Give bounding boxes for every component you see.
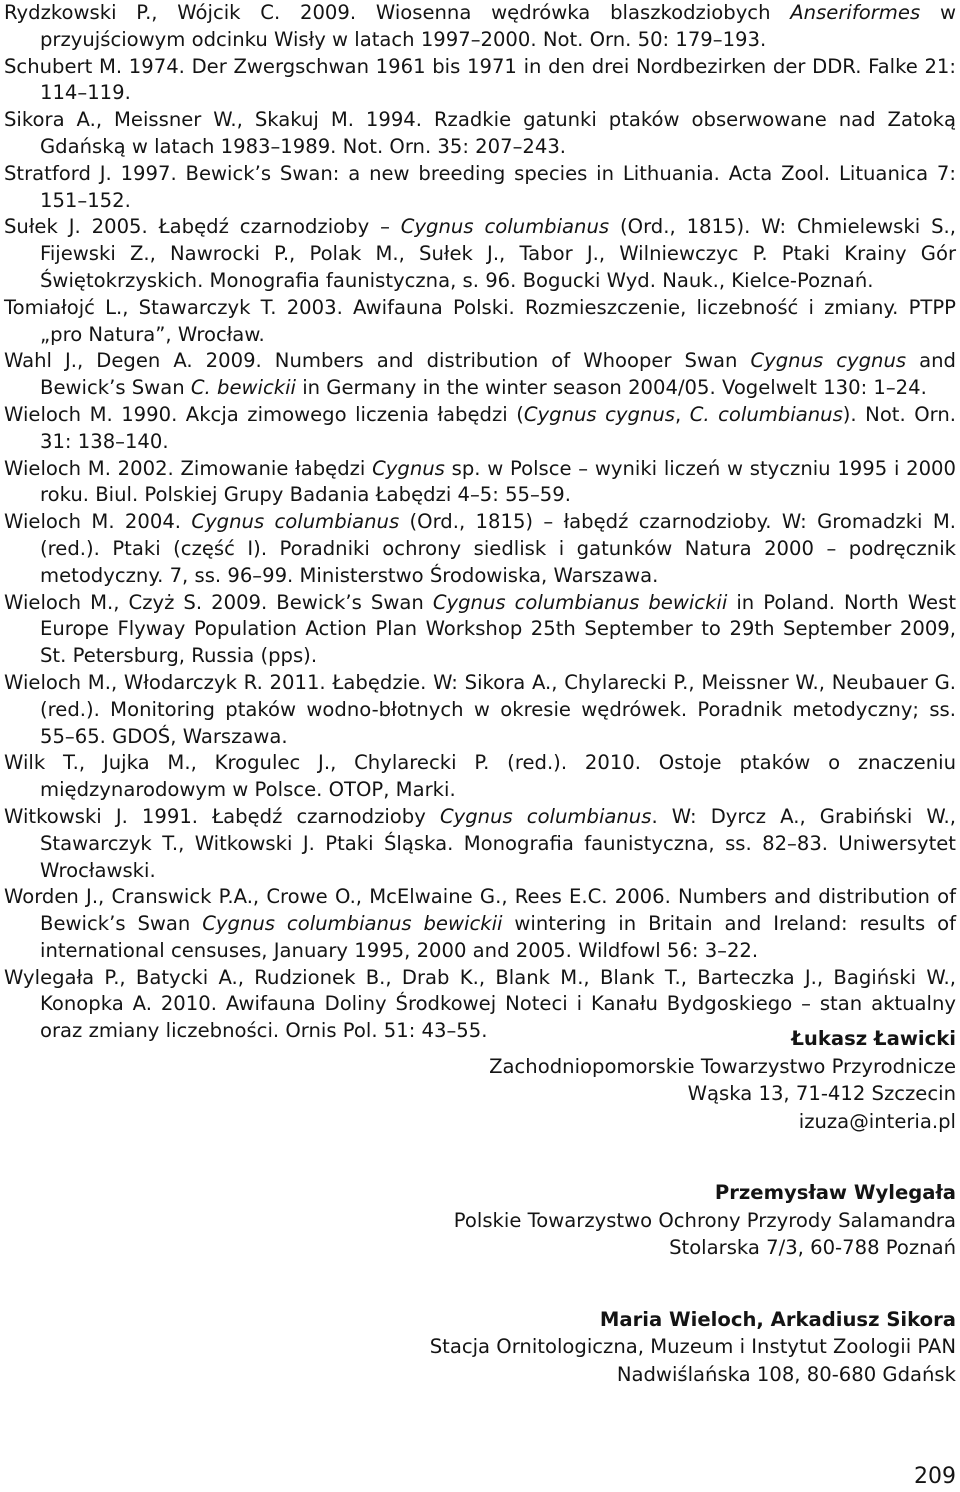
reference-entry: [4, 107, 956, 161]
reference-entry: [4, 54, 956, 108]
italic-taxon-text: C. columbianus: [689, 402, 843, 426]
reference-entry: [4, 348, 956, 402]
reference-text: Witkowski J. 1991. Łabędź czarnodzioby: [4, 804, 440, 828]
reference-text: in Poland. North West Europe Flyway Population Action Plan Workshop 25th September to 29th September 2009, St. Petersburg, Russia (pps).: [40, 590, 957, 668]
reference-entry: [4, 590, 956, 670]
author-affiliations: [256, 1025, 956, 1432]
reference-text: Stratford J. 1997. Bewick’s Swan: a new breeding species in Lithuania. Acta Zool. Lituanica 7: 151–152.: [4, 161, 956, 212]
reference-entry: [4, 804, 956, 884]
italic-taxon-text: Cygnus cygnus: [750, 349, 907, 373]
reference-entry: [4, 214, 956, 294]
author-affiliation-line: izuza@interia.pl: [798, 1109, 956, 1133]
author-affiliation-line: Stacja Ornitologiczna, Muzeum i Instytut Zoologii PAN: [429, 1335, 956, 1358]
reference-text: (Ord., 1815). W: Chmielewski S., Fijewski Z., Nawrocki P., Polak M., Sułek J., Tabor J., Wilniewczyc P. Ptaki Krainy Gór Świętokrzyskich. Monografia faunistyczna, s. 96. Bogucki Wyd. Nauk., Kielce-Poznań.: [40, 215, 956, 292]
reference-text: Wilk T., Jujka M., Krogulec J., Chylarecki P. (red.). 2010. Ostoje ptaków o znaczeniu międzynarodowym w Polsce. OTOP, Marki.: [4, 751, 956, 802]
reference-entry: [4, 456, 956, 510]
italic-taxon-text: Cygnus cygnus: [523, 402, 675, 426]
author-block: [256, 1025, 956, 1135]
author-affiliation-line: Stolarska 7/3, 60-788 Poznań: [669, 1236, 956, 1259]
reference-text: Wieloch M. 2002. Zimowanie łabędzi: [4, 456, 373, 480]
reference-text: Wieloch M. 1990. Akcja zimowego liczenia łabędzi (: [4, 402, 524, 426]
reference-entry: [4, 750, 956, 804]
reference-entry: [4, 295, 956, 349]
reference-text: Sułek J. 2005. Łabędź czarnodzioby –: [4, 215, 401, 239]
reference-text: sp. w Polsce – wyniki liczeń w styczniu 1995 i 2000 roku. Biul. Polskiej Grupy Badania Łabędzi 4–5: 55–59.: [40, 456, 956, 507]
reference-text: Wylegała P., Batycki A., Rudzionek B., Drab K., Blank M., Blank T., Barteczka J., Bagiński W., Konopka A. 2010. Awifauna Doliny Środkowej Noteci i Kanału Bydgoskiego – stan aktualny oraz zmiany liczebności. Ornis Pol. 51: 43–55.: [4, 965, 956, 1043]
reference-text: wintering in Britain and Ireland: results of international censuses, January 1995, 2000 and 2005. Wildfowl 56: 3–22.: [40, 912, 956, 962]
reference-entry: [4, 509, 956, 589]
author-name: Maria Wieloch, Arkadiusz Sikora: [599, 1307, 956, 1331]
reference-text: Sikora A., Meissner W., Skakuj M. 1994. Rzadkie gatunki ptaków obserwowane nad Zatoką Gdańską w latach 1983–1989. Not. Orn. 35: 207–243.: [4, 108, 956, 158]
italic-taxon-text: Cygnus columbianus: [439, 804, 652, 828]
italic-taxon-text: Cygnus columbianus: [191, 510, 400, 534]
reference-text: ,: [674, 402, 690, 426]
author-block: [256, 1306, 956, 1389]
reference-entry: [4, 0, 956, 54]
reference-text: Schubert M. 1974. Der Zwergschwan 1961 bis 1971 in den drei Nordbezirken der DDR. Falke 21: 114–119.: [4, 54, 956, 105]
reference-text: and Bewick’s Swan: [40, 349, 956, 400]
reference-text: Wieloch M., Włodarczyk R. 2011. Łabędzie. W: Sikora A., Chylarecki P., Meissner W., Neubauer G. (red.). Monitoring ptaków wodno-błotnych w okresie wędrówek. Poradnik metodyczny; ss. 55–65. GDOŚ, Warszawa.: [4, 670, 956, 748]
author-affiliation-line: Zachodniopomorskie Towarzystwo Przyrodnicze: [489, 1054, 956, 1078]
reference-text: Wieloch M. 2004.: [4, 510, 192, 534]
italic-taxon-text: C. bewickii: [190, 376, 296, 400]
reference-entry: [4, 884, 956, 964]
author-name: Łukasz Ławicki: [791, 1027, 956, 1050]
reference-text: Tomiałojć L., Stawarczyk T. 2003. Awifauna Polski. Rozmieszczenie, liczebność i zmiany. PTPP „pro Natura”, Wrocław.: [4, 295, 956, 346]
author-block: [256, 1179, 956, 1262]
author-affiliation-line: Nadwiślańska 108, 80-680 Gdańsk: [616, 1362, 956, 1386]
italic-taxon-text: Cygnus columbianus: [400, 215, 610, 239]
reference-entry: [4, 670, 956, 750]
reference-entry: [4, 161, 956, 215]
author-affiliation-line: Wąska 13, 71-412 Szczecin: [687, 1082, 956, 1105]
author-name: Przemysław Wylegała: [714, 1181, 956, 1204]
reference-text: Wieloch M., Czyż S. 2009. Bewick’s Swan: [4, 590, 433, 614]
italic-taxon-text: Cygnus columbianus bewickii: [202, 912, 503, 936]
reference-text: Rydzkowski P., Wójcik C. 2009. Wiosenna wędrówka blaszkodziobych: [4, 1, 791, 24]
reference-text: (Ord., 1815) – łabędź czarnodzioby. W: Gromadzki M. (red.). Ptaki (część I). Poradniki ochrony siedlisk i gatunków Natura 2000 – podręcznik metodyczny. 7, ss. 96–99. Ministerstwo Środowiska, Warszawa.: [40, 510, 956, 587]
reference-entry: [4, 402, 956, 456]
reference-text: Wahl J., Degen A. 2009. Numbers and distribution of Whooper Swan: [4, 349, 751, 373]
reference-list: [4, 0, 956, 1045]
italic-taxon-text: Anseriformes: [790, 1, 921, 24]
page-number: 209: [914, 1464, 956, 1489]
reference-text: in Germany in the winter season 2004/05. Vogelwelt 130: 1–24.: [295, 376, 927, 400]
reference-text: ). Not. Orn. 31: 138–140.: [40, 402, 956, 453]
author-affiliation-line: Polskie Towarzystwo Ochrony Przyrody Salamandra: [453, 1208, 956, 1232]
italic-taxon-text: Cygnus: [372, 456, 445, 480]
reference-text: w przyujściowym odcinku Wisły w latach 1997–2000. Not. Orn. 50: 179–193.: [40, 1, 956, 51]
italic-taxon-text: Cygnus columbianus bewickii: [432, 590, 728, 614]
reference-text: Worden J., Cranswick P.A., Crowe O., McElwaine G., Rees E.C. 2006. Numbers and distribution of Bewick’s Swan: [4, 885, 956, 936]
reference-text: . W: Dyrcz A., Grabiński W., Stawarczyk T., Witkowski J. Ptaki Śląska. Monografia faunistyczna, ss. 82–83. Uniwersytet Wrocławski.: [40, 804, 957, 882]
